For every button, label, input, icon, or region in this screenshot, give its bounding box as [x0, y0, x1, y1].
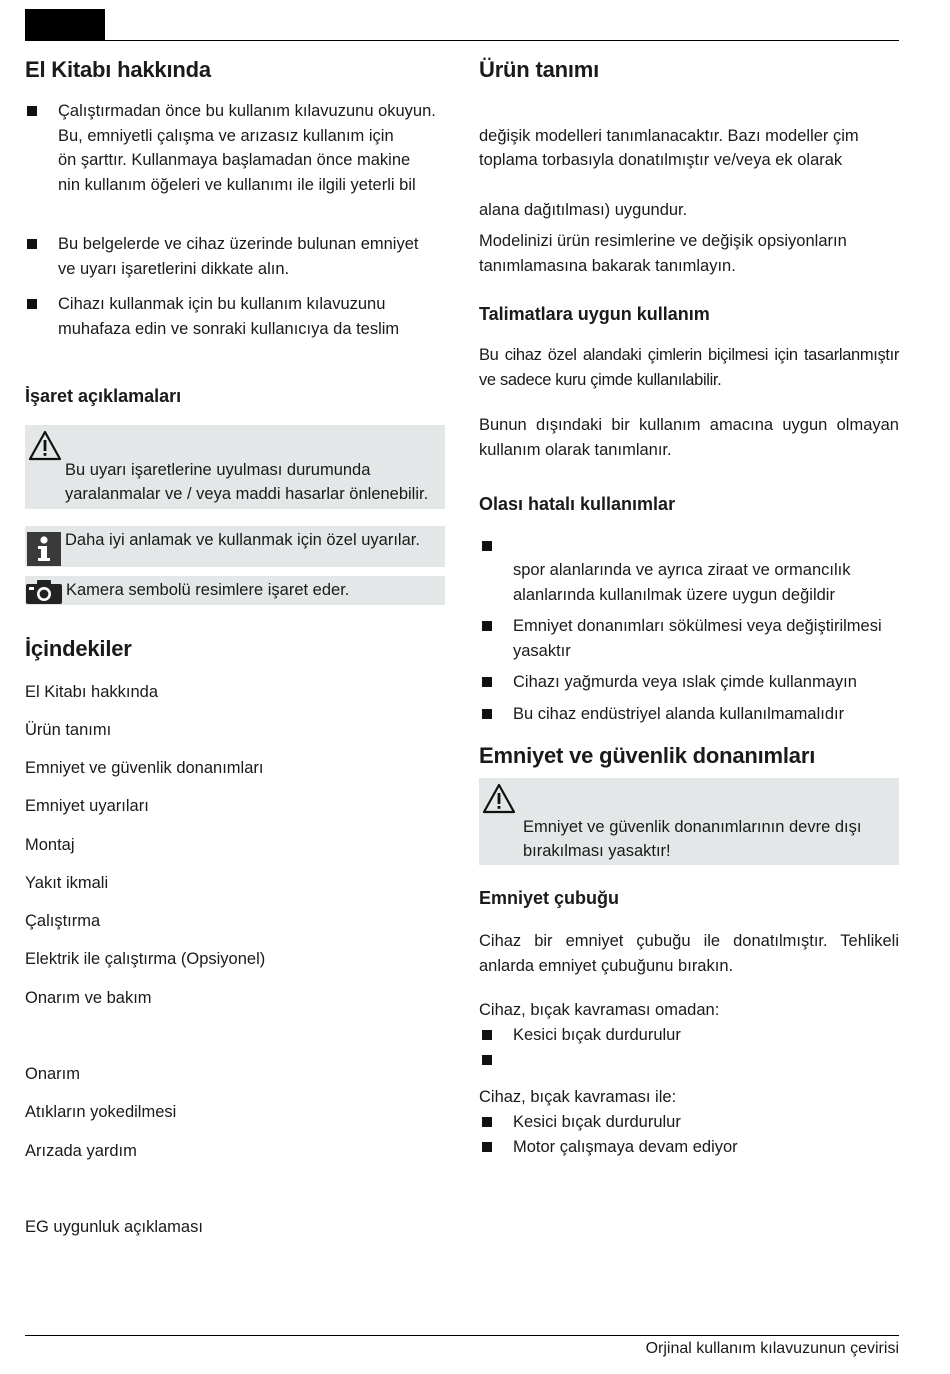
footer-rule: [25, 1335, 899, 1336]
square-bullet-icon: [482, 541, 492, 551]
info-text: Daha iyi anlamak ve kullanmak için özel uyarılar.: [65, 531, 420, 549]
about-bullet-1-line-2: Bu, emniyetli çalışma ve arızasız kullanım için: [58, 127, 394, 145]
about-bullet-3-line-2: muhafaza edin ve sonraki kullanıcıya da teslim: [58, 320, 400, 338]
safety-bar-p1: Cihaz bir emniyet çubuğu ile donatılmıştır. Tehlikeli anlarda emniyet çubuğunu bırakın.: [479, 932, 899, 975]
intended-use-p1: Bu cihaz özel alandaki çimlerin biçilmesi için tasarlanmıştır ve sadece kuru çimde kullanılabilir.: [479, 346, 899, 389]
header-rule: [25, 40, 899, 41]
about-bullet-2-line-2: ve uyarı işaretlerini dikkate alın.: [58, 260, 290, 278]
warning-box: [25, 425, 445, 509]
square-bullet-icon: [482, 1030, 492, 1040]
square-bullet-icon: [482, 709, 492, 719]
warning-triangle-icon: [28, 430, 62, 462]
toc-item[interactable]: EG uygunluk açıklaması: [25, 1218, 203, 1236]
square-bullet-icon: [482, 1142, 492, 1152]
with-clutch-bullet-2: Motor çalışmaya devam ediyor: [513, 1138, 738, 1156]
misuse-bullet-1-line-1: spor alanlarında ve ayrıca ziraat ve ormancılık: [513, 561, 851, 579]
safety-warning-box: [479, 778, 899, 865]
with-clutch-heading: Cihaz, bıçak kavraması ile:: [479, 1088, 677, 1106]
with-clutch-bullet-1: Kesici bıçak durdurulur: [513, 1113, 681, 1131]
safety-title: Emniyet ve güvenlik donanımları: [479, 743, 816, 768]
square-bullet-icon: [27, 106, 37, 116]
warning-line-2: yaralanmalar ve / veya maddi hasarlar önlenebilir.: [65, 485, 429, 503]
product-p1-line-2: toplama torbasıyla donatılmıştır ve/veya ek olarak: [479, 151, 843, 169]
info-box: [25, 526, 445, 567]
about-title: El Kitabı hakkında: [25, 57, 211, 82]
toc-item[interactable]: Emniyet ve güvenlik donanımları: [25, 759, 264, 777]
safety-warning-line-1: Emniyet ve güvenlik donanımlarının devre dışı: [523, 818, 862, 836]
camera-icon: [26, 580, 62, 604]
camera-box: [25, 576, 445, 605]
intended-use-title: Talimatlara uygun kullanım: [479, 304, 710, 324]
product-p2: alana dağıtılması) uygundur.: [479, 201, 688, 219]
signs-title: İşaret açıklamaları: [25, 386, 182, 406]
without-clutch-bullet-1: Kesici bıçak durdurulur: [513, 1026, 681, 1044]
without-clutch-heading: Cihaz, bıçak kavraması omadan:: [479, 1001, 720, 1019]
warning-triangle-icon: [482, 783, 516, 815]
info-icon: [27, 532, 61, 566]
safety-warning-line-2: bırakılması yasaktır!: [523, 842, 671, 860]
misuse-bullet-2-line-1: Emniyet donanımları sökülmesi veya değiştirilmesi: [513, 617, 882, 635]
square-bullet-icon: [482, 1055, 492, 1065]
misuse-bullet-3: Cihazı yağmurda veya ıslak çimde kullanmayın: [513, 673, 857, 691]
toc-item[interactable]: Onarım ve bakım: [25, 989, 152, 1007]
misuse-title: Olası hatalı kullanımlar: [479, 494, 676, 514]
toc-item[interactable]: Arızada yardım: [25, 1142, 137, 1160]
toc-item[interactable]: El Kitabı hakkında: [25, 683, 158, 701]
toc-item[interactable]: Montaj: [25, 836, 75, 854]
product-p3-line-2: tanımlamasına bakarak tanımlayın.: [479, 257, 736, 275]
misuse-bullet-2-line-2: yasaktır: [513, 642, 571, 660]
toc-title: İçindekiler: [25, 636, 132, 661]
square-bullet-icon: [27, 239, 37, 249]
safety-bar-title: Emniyet çubuğu: [479, 888, 620, 908]
toc-item[interactable]: Elektrik ile çalıştırma (Opsiyonel): [25, 950, 266, 968]
camera-text: Kamera sembolü resimlere işaret eder.: [66, 581, 350, 599]
about-bullet-1-line-3: ön şarttır. Kullanmaya başlamadan önce makine: [58, 151, 411, 169]
product-p3-line-1: Modelinizi ürün resimlerine ve değişik opsiyonların: [479, 232, 847, 250]
product-p1-line-1: değişik modelleri tanımlanacaktır. Bazı modeller çim: [479, 127, 859, 145]
toc-item[interactable]: Emniyet uyarıları: [25, 797, 149, 815]
footer-text: Orjinal kullanım kılavuzunun çevirisi: [645, 1340, 899, 1357]
product-title: Ürün tanımı: [479, 57, 600, 82]
toc-item[interactable]: Atıkların yokedilmesi: [25, 1103, 177, 1121]
about-bullet-3-line-1: Cihazı kullanmak için bu kullanım kılavuzunu: [58, 295, 386, 313]
misuse-bullet-4: Bu cihaz endüstriyel alanda kullanılmamalıdır: [513, 705, 845, 723]
about-bullet-1-line-1: Çalıştırmadan önce bu kullanım kılavuzunu okuyun.: [58, 102, 436, 120]
toc-item[interactable]: Onarım: [25, 1065, 81, 1083]
toc-item[interactable]: Ürün tanımı: [25, 721, 112, 739]
about-bullet-2-line-1: Bu belgelerde ve cihaz üzerinde bulunan emniyet: [58, 235, 419, 253]
toc-item[interactable]: Yakıt ikmali: [25, 874, 109, 892]
misuse-bullet-1-line-2: alanlarında kullanılmak üzere uygun değildir: [513, 586, 835, 604]
intended-use-p2: Bunun dışındaki bir kullanım amacına uygun olmayan kullanım olarak tanımlanır.: [479, 416, 899, 459]
toc-item[interactable]: Çalıştırma: [25, 912, 101, 930]
square-bullet-icon: [482, 621, 492, 631]
square-bullet-icon: [482, 677, 492, 687]
square-bullet-icon: [27, 299, 37, 309]
about-bullet-1-line-4: nin kullanım öğeleri ve kullanımı ile ilgili yeterli bil: [58, 176, 416, 194]
page-number-tab: [25, 9, 105, 40]
warning-line-1: Bu uyarı işaretlerine uyulması durumunda: [65, 461, 371, 479]
square-bullet-icon: [482, 1117, 492, 1127]
